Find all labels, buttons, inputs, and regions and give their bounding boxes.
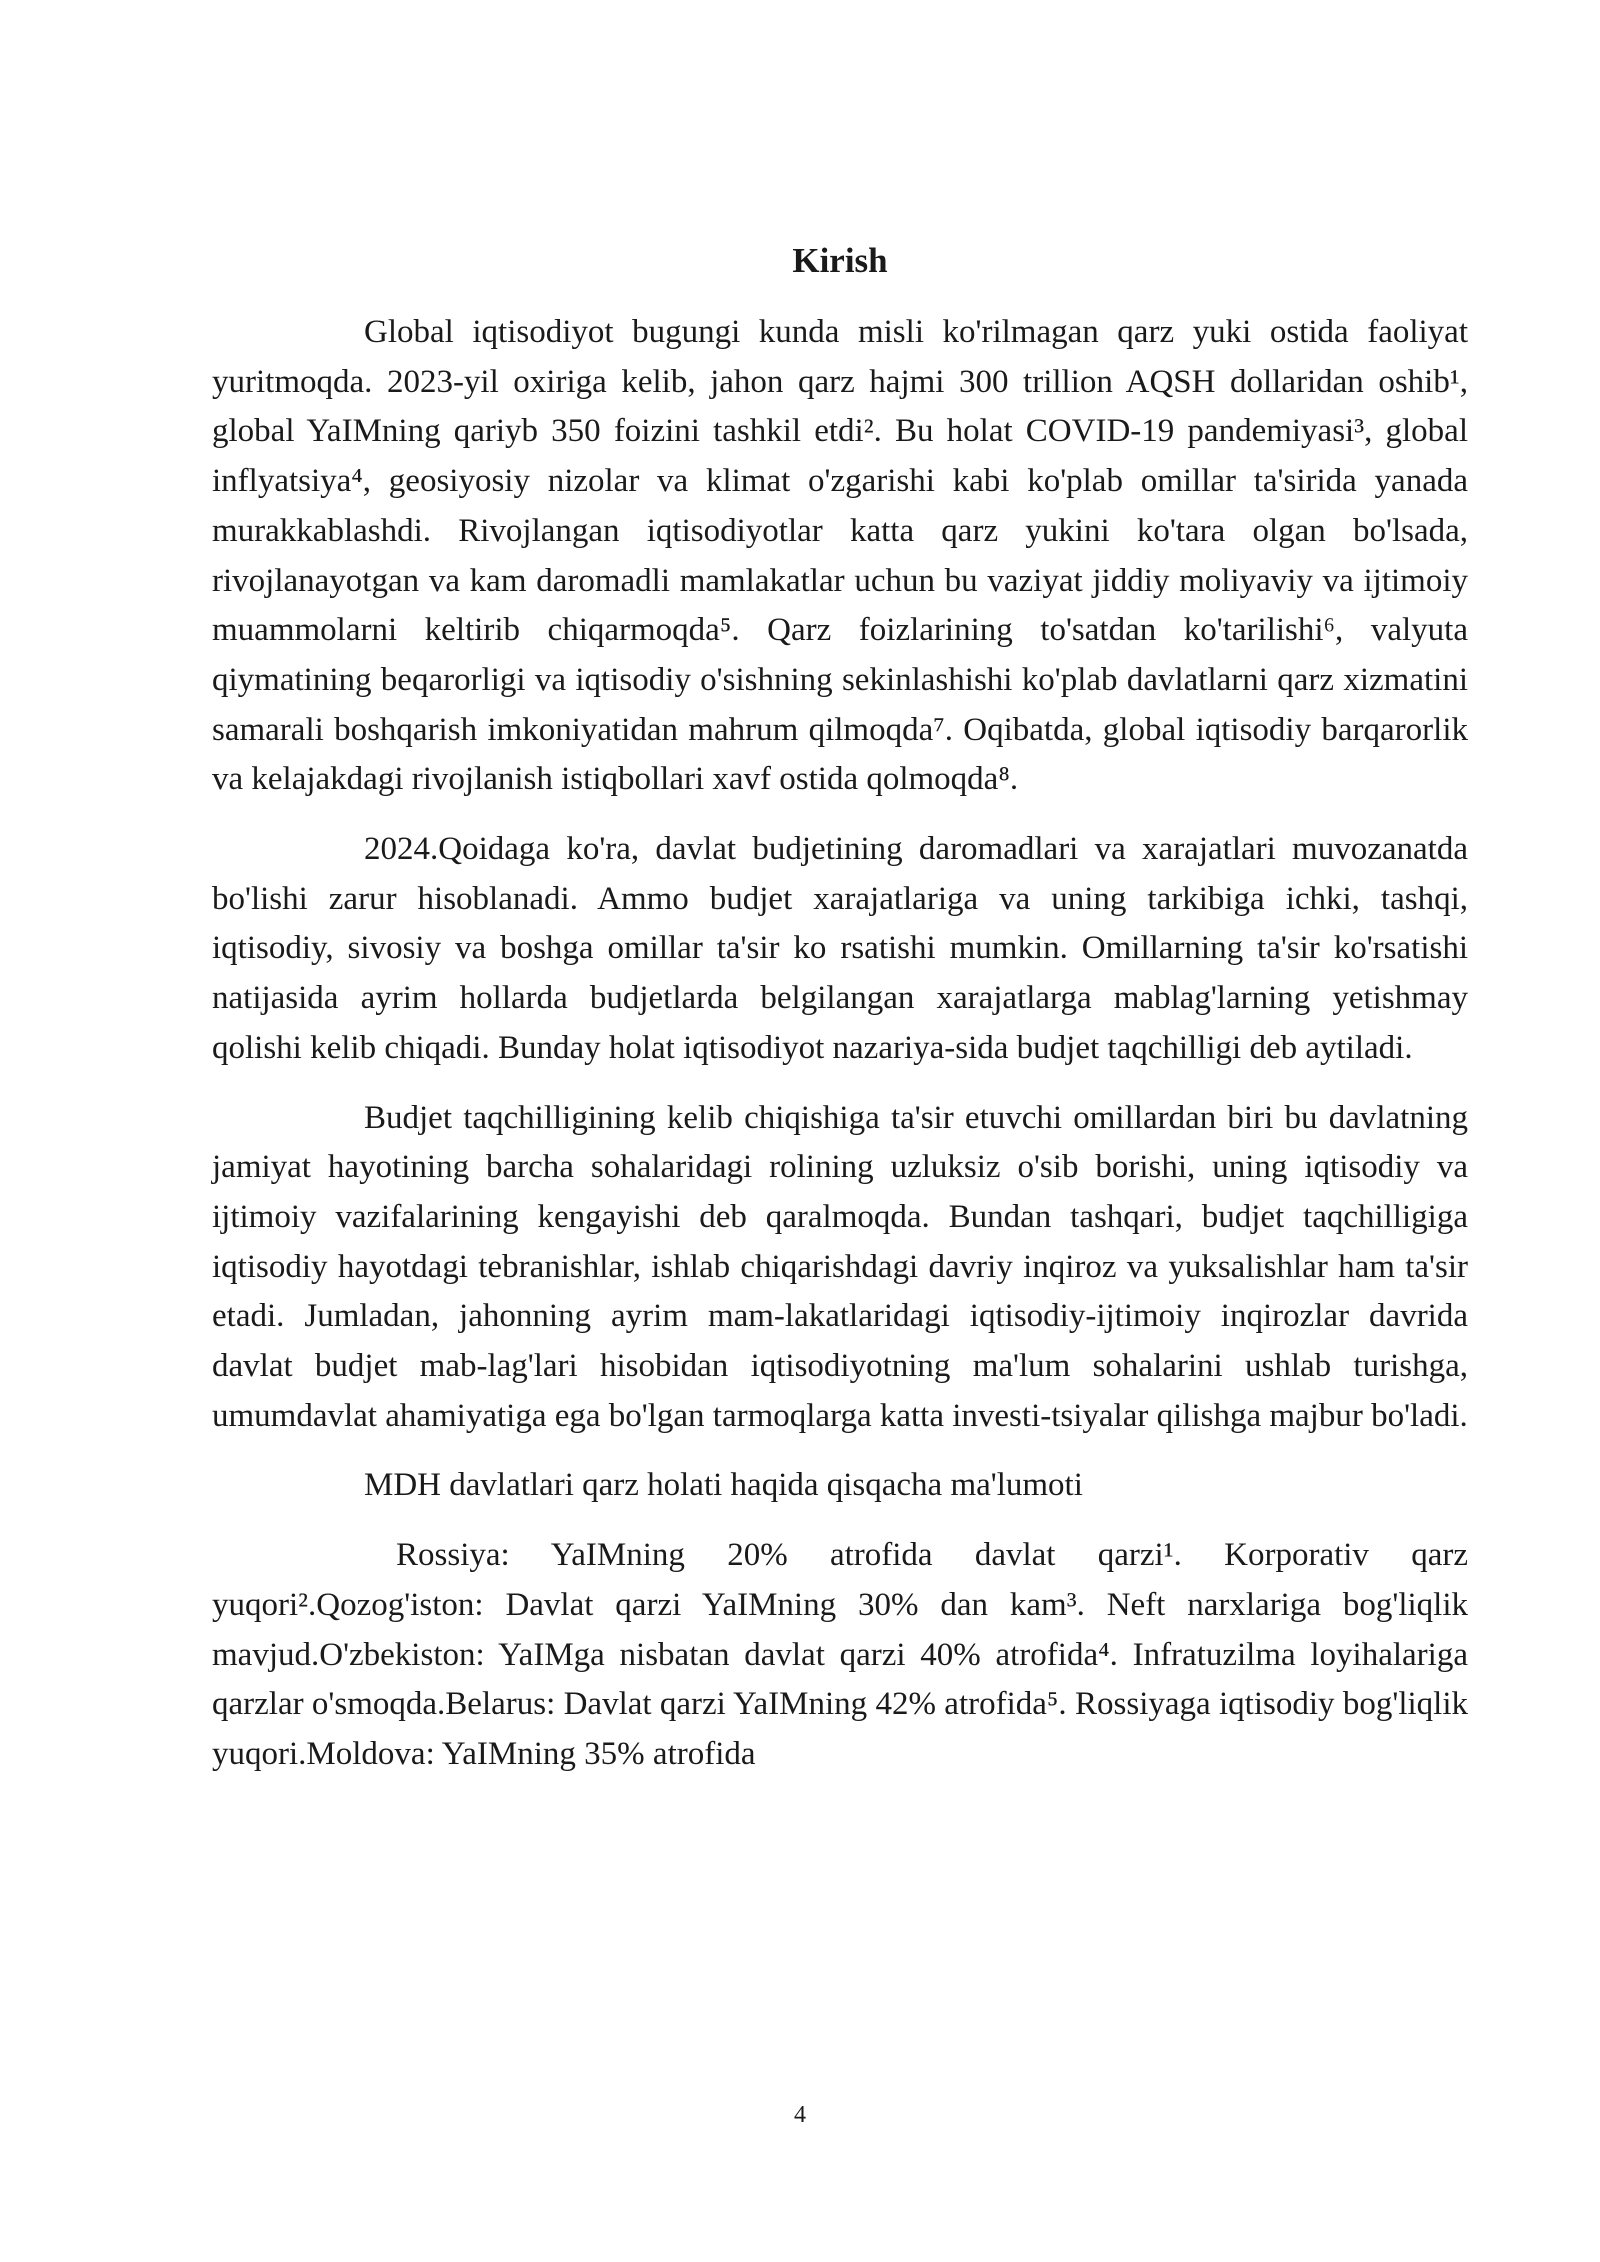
paragraph-cis-countries: Rossiya: YaIMning 20% atrofida davlat qarzi¹. Korporativ qarz yuqori².Qozog'iston: Davlat qarzi YaIMning 30% dan kam³. Neft narxlariga bog'liqlik mavjud.O'zbekiston: YaIMga nisbatan davlat qarzi 40% atrofida⁴. Infratuzilma loyihalariga qarzlar o'smoqda.Belarus: Davlat qarzi YaIMning 42% atrofida⁵. Rossiyaga iqtisodiy bog'liqlik yuqori.Moldova: YaIMning 35% atrofida [212, 1537, 1468, 1772]
subheading-cis-debt: MDH davlatlari qarz holati haqida qisqacha ma'lumoti [364, 1467, 1083, 1504]
paragraph-budget-balance: 2024.Qoidaga ko'ra, davlat budjetining daromadlari va xarajatlari muvozanatda bo'lishi zarur hisoblanadi. Ammo budjet xarajatlariga va uning tarkibiga ichki, tashqi, iqtisodiy, sivosiy va boshga omillar ta'sir ko rsatishi mumkin. Omillarning ta'sir ko'rsatishi natijasida ayrim hollarda budjetlarda belgilangan xarajatlarga mablag'larning yetishmay qolishi kelib chiqadi. Bunday holat iqtisodiyot nazariya-sida budjet taqchilligi deb aytiladi. [212, 831, 1468, 1066]
paragraph-intro: Global iqtisodiyot bugungi kunda misli ko'rilmagan qarz yuki ostida faoliyat yuritmoqda. 2023-yil oxiriga kelib, jahon qarz hajmi 300 trillion AQSH dollaridan oshib¹, global YaIMning qariyb 350 foizini tashkil etdi². Bu holat COVID-19 pandemiyasi³, global inflyatsiya⁴, geosiyosiy nizolar va klimat o'zgarishi kabi ko'plab omillar ta'sirida yanada murakkablashdi. Rivojlangan iqtisodiyotlar katta qarz yukini ko'tara olgan bo'lsada, rivojlanayotgan va kam daromadli mamlakatlar uchun bu vaziyat jiddiy moliyaviy va ijtimoiy muammolarni keltirib chiqarmoqda⁵. Qarz foizlarining to'satdan ko'tarilishi⁶, valyuta qiymatining beqarorligi va iqtisodiy o'sishning sekinlashishi ko'plab davlatlarni qarz xizmatini samarali boshqarish imkoniyatidan mahrum qilmoqda⁷. Oqibatda, global iqtisodiy barqarorlik va kelajakdagi rivojlanish istiqbollari xavf ostida qolmoqda⁸. [212, 314, 1468, 798]
page-number: 4 [794, 2102, 806, 2128]
document-page [212, 236, 1468, 1800]
paragraph-budget-deficit-factors: Budjet taqchilligining kelib chiqishiga ta'sir etuvchi omillardan biri bu davlatning jamiyat hayotining barcha sohalaridagi rolining uzluksiz o'sib borishi, uning iqtisodiy va ijtimoiy vazifalarining kengayishi deb qaralmoqda. Bundan tashqari, budjet taqchilligiga iqtisodiy hayotdagi tebranishlar, ishlab chiqarishdagi davriy inqiroz va yuksalishlar ham ta'sir etadi. Jumladan, jahonning ayrim mam-lakatlaridagi iqtisodiy-ijtimoiy inqirozlar davrida davlat budjet mab-lag'lari hisobidan iqtisodiyotning ma'lum sohalarini ushlab turishga, umumdavlat ahamiyatiga ega bo'lgan tarmoqlarga katta investi-tsiyalar qilishga majbur bo'ladi. [212, 1099, 1468, 1434]
section-title: Kirish [792, 241, 888, 280]
